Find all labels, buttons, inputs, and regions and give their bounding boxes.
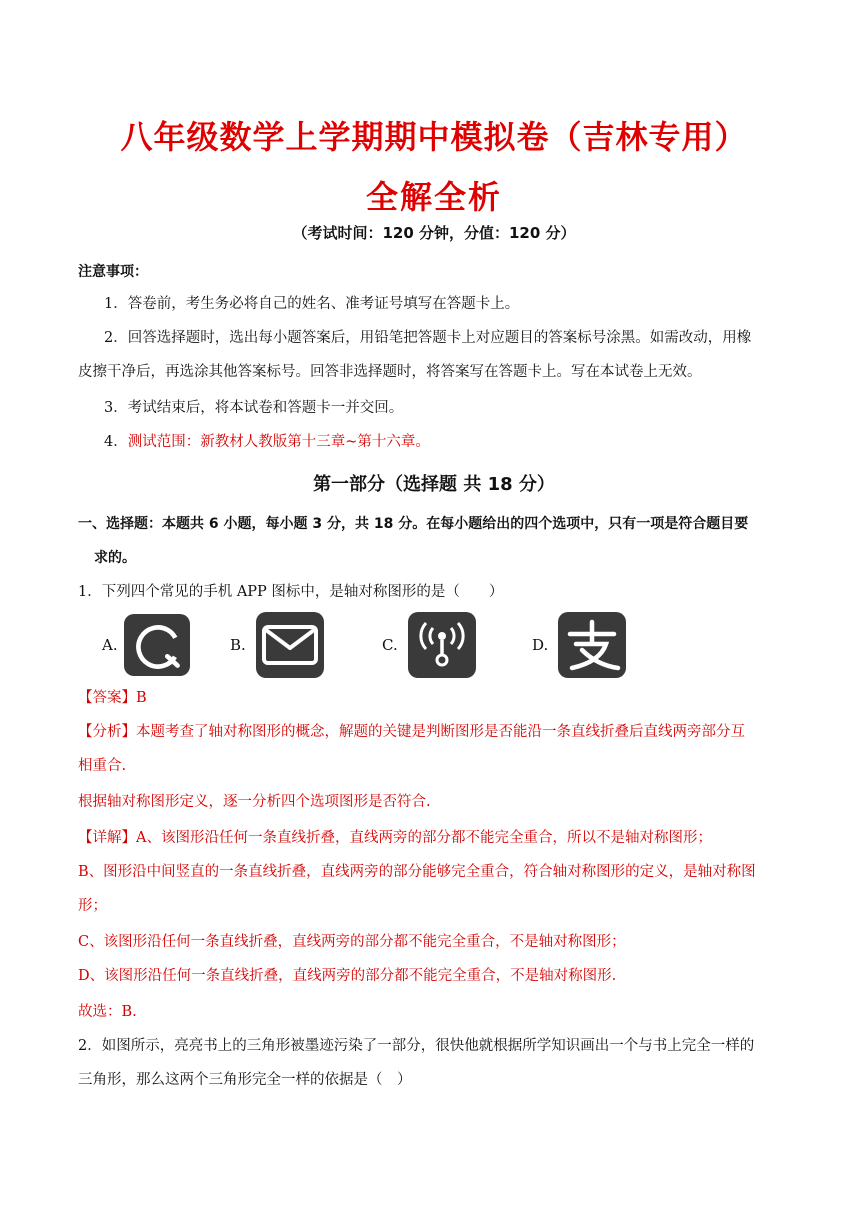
envelope-icon <box>256 612 324 678</box>
section-instruction-line2: 求的。 <box>94 550 136 566</box>
q1-stem: 1．下列四个常见的手机 APP 图标中，是轴对称图形的是（ ） <box>78 584 504 600</box>
signal-key-icon <box>408 612 476 678</box>
q1-detail-b-line1: B、图形沿中间竖直的一条直线折叠，直线两旁的部分能够完全重合，符合轴对称图形的定义，是轴对称图 <box>78 864 756 880</box>
q1-choice: 故选：B. <box>78 1004 137 1020</box>
note-item-4-prefix: 4． <box>104 434 128 450</box>
q1-analysis-line1: 【分析】本题考查了轴对称图形的概念，解题的关键是判断图形是否能沿一条直线折叠后直线两旁部分互 <box>78 724 745 740</box>
q1-option-d-label: D. <box>532 636 549 654</box>
note-item-4-text: 测试范围：新教材人教版第十三章~第十六章。 <box>127 434 430 450</box>
q1-option-a-label: A. <box>102 636 118 654</box>
q1-detail-c: C、该图形沿任何一条直线折叠，直线两旁的部分都不能完全重合，不是轴对称图形； <box>78 934 626 950</box>
q1-detail-b-line2: 形； <box>78 898 107 914</box>
alipay-zhi-icon <box>558 612 626 678</box>
q2-stem-line2: 三角形，那么这两个三角形完全一样的依据是（ ） <box>78 1072 412 1088</box>
notes-heading: 注意事项： <box>78 264 148 280</box>
q1-option-b-label: B. <box>230 636 246 654</box>
note-item-1: 1．答卷前，考生务必将自己的姓名、准考证号填写在答题卡上。 <box>104 296 520 312</box>
exam-info: （考试时间：120 分钟，分值：120 分） <box>292 224 576 242</box>
note-item-3: 3．考试结束后，将本试卷和答题卡一并交回。 <box>104 400 404 416</box>
q1-analysis-line2: 相重合. <box>78 758 127 774</box>
q2-stem-line1: 2．如图所示，亮亮书上的三角形被墨迹污染了一部分，很快他就根据所学知识画出一个与书上完全一样的 <box>78 1038 755 1054</box>
section-instruction-line1: 一、选择题：本题共 6 小题，每小题 3 分，共 18 分。在每小题给出的四个选项中，只有一项是符合题目要 <box>78 516 749 532</box>
q-circle-icon <box>124 614 190 676</box>
q1-detail-d: D、该图形沿任何一条直线折叠，直线两旁的部分都不能完全重合，不是轴对称图形. <box>78 968 617 984</box>
section-title: 第一部分（选择题 共 18 分） <box>313 474 555 495</box>
page-title: 八年级数学上学期期中模拟卷（吉林专用） <box>120 118 748 156</box>
q1-detail-a: 【详解】A、该图形沿任何一条直线折叠，直线两旁的部分都不能完全重合，所以不是轴对称图形； <box>78 830 712 846</box>
q1-option-c-label: C. <box>382 636 398 654</box>
page-subtitle: 全解全析 <box>365 178 502 216</box>
q1-analysis-line3: 根据轴对称图形定义，逐一分析四个选项图形是否符合. <box>78 794 431 810</box>
note-item-4 <box>104 432 430 452</box>
note-item-2-line1: 2．回答选择题时，选出每小题答案后，用铅笔把答题卡上对应题目的答案标号涂黑。如需改动，用橡 <box>104 330 752 346</box>
note-item-2-line2: 皮擦干净后，再选涂其他答案标号。回答非选择题时，将答案写在答题卡上。写在本试卷上无效。 <box>78 364 702 380</box>
q1-answer: 【答案】B <box>78 690 147 706</box>
